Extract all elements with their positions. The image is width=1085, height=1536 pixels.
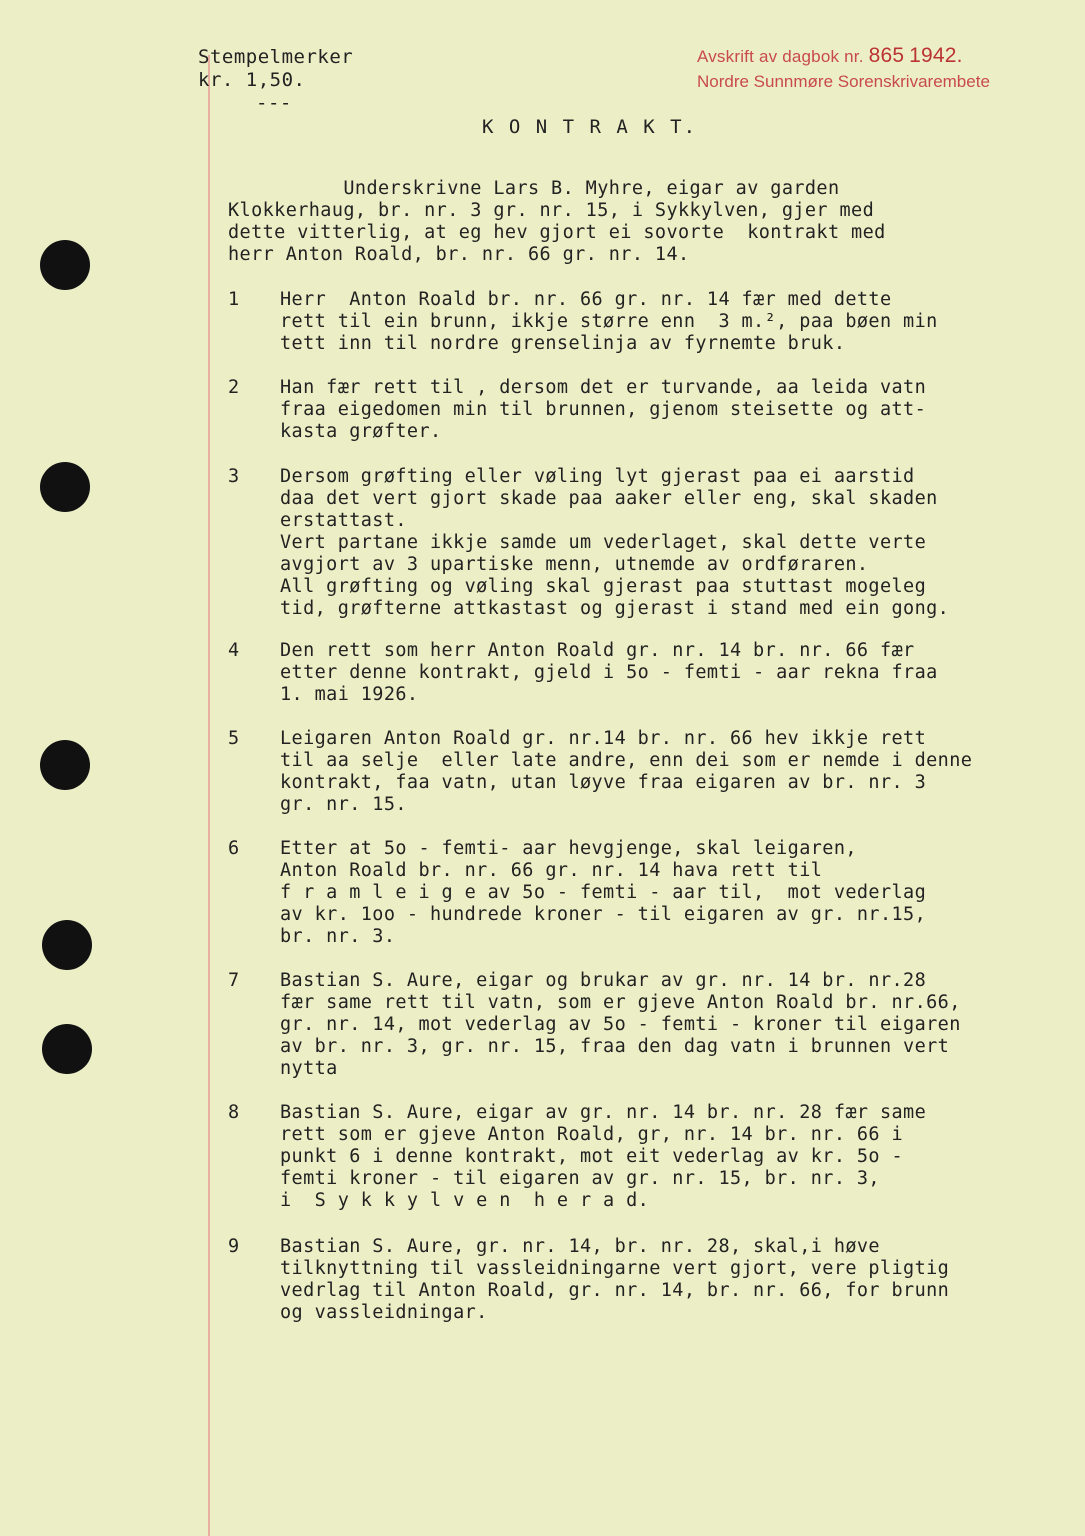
clause-number: 2 [228, 377, 240, 398]
clause-text: Dersom grøfting eller vøling lyt gjerast paa ei aarstid daa det vert gjort skade paa aaker eller eng, skal skaden erstattast. Vert partane ikkje samde um vederlaget, skal dette verte avgjort av 3 upartiske menn, utnemde av ordføraren. All grøfting og vøling skal gjerast paa stuttast mogeleg tid, grøfterne attkastast og gjerast i stand med ein gong. [280, 466, 950, 619]
clause-text: Bastian S. Aure, eigar og brukar av gr. nr. 14 br. nr.28 fær same rett til vatn, som er gjeve Anton Roald br. nr.66, gr. nr. 14, mot vederlag av 5o - femti - kroner til eigaren av br. nr. 3, gr. nr. 15, fraa den dag vatn i brunnen vert nytta [280, 970, 961, 1079]
stamp-line-3: --- [256, 92, 292, 114]
clause-number: 1 [228, 289, 240, 310]
intro-paragraph: Underskrivne Lars B. Myhre, eigar av garden Klokkerhaug, br. nr. 3 gr. nr. 15, i Sykkylven, gjer med dette vitterlig, at eg hev gjort ei sovorte kontrakt med herr Anton Roald, br. nr. 66 gr. nr. 14. [228, 178, 886, 265]
registry-stamp [697, 44, 990, 92]
stamp-duty-note [198, 46, 353, 115]
registry-entry-number: 865 [868, 44, 905, 67]
clause-text: Bastian S. Aure, gr. nr. 14, br. nr. 28, skal,i høve tilknyttning til vassleidningarne vert gjort, vere pligtig vedrlag til Anton Roald, gr. nr. 14, br. nr. 66, for brunn og vassleidningar. [280, 1236, 950, 1323]
punch-hole [40, 240, 90, 290]
clause-number: 7 [228, 970, 240, 991]
stamp-line-1: Stempelmerker [198, 46, 354, 68]
clause-number: 5 [228, 728, 240, 749]
margin-line [208, 55, 210, 1536]
clause-text: Herr Anton Roald br. nr. 66 gr. nr. 14 fær med dette rett til ein brunn, ikkje større enn 3 m.², paa bøen min tett inn til nordre grenselinja av fyrnemte bruk. [280, 289, 938, 354]
clause-number: 3 [228, 466, 240, 487]
registry-prefix: Avskrift av dagbok nr. [697, 47, 864, 66]
punch-hole [42, 1024, 92, 1074]
clause-number: 8 [228, 1102, 240, 1123]
punch-hole [40, 462, 90, 512]
clause-text: Bastian S. Aure, eigar av gr. nr. 14 br. nr. 28 fær same rett som er gjeve Anton Roald, gr, nr. 14 br. nr. 66 i punkt 6 i denne kontrakt, mot eit vederlag av kr. 5o - femti kroner - til eigaren av gr. nr. 15, br. nr. 3, i S y k k y l v e n h e r a d. [280, 1102, 927, 1211]
registry-office: Nordre Sunnmøre Sorenskrivarembete [697, 72, 990, 91]
document-title: K O N T R A K T. [482, 116, 698, 138]
registry-year: 1942. [909, 44, 963, 67]
clause-number: 4 [228, 640, 240, 661]
punch-hole [42, 920, 92, 970]
stamp-line-2: kr. 1,50. [198, 69, 306, 91]
clause-text: Han fær rett til , dersom det er turvande, aa leida vatn fraa eigedomen min til brunnen, gjenom steisette og att- kasta grøfter. [280, 377, 927, 442]
clause-text: Etter at 5o - femti- aar hevgjenge, skal leigaren, Anton Roald br. nr. 66 gr. nr. 14 hava rett til f r a m l e i g e av 5o - femti - aar til, mot vederlag av kr. 1oo - hundrede kroner - til eigaren av gr. nr.15, br. nr. 3. [280, 838, 927, 947]
punch-hole [40, 740, 90, 790]
clause-number: 9 [228, 1236, 240, 1257]
clause-number: 6 [228, 838, 240, 859]
clause-text: Leigaren Anton Roald gr. nr.14 br. nr. 66 hev ikkje rett til aa selje eller late andre, enn dei som er nemde i denne kontrakt, faa vatn, utan løyve fraa eigaren av br. nr. 3 gr. nr. 15. [280, 728, 973, 815]
clause-text: Den rett som herr Anton Roald gr. nr. 14 br. nr. 66 fær etter denne kontrakt, gjeld i 5o - femti - aar rekna fraa 1. mai 1926. [280, 640, 938, 705]
